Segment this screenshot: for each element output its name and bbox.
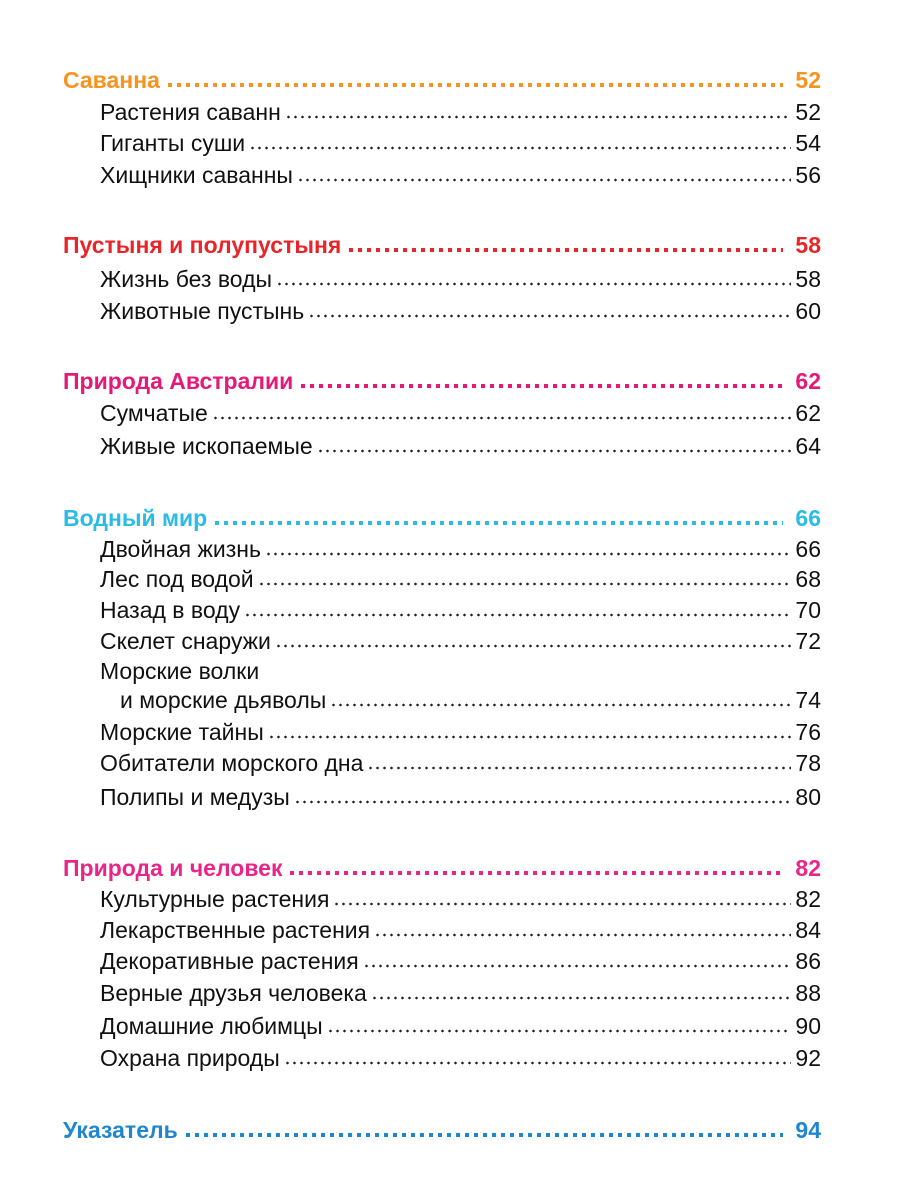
dot-leader	[275, 644, 792, 648]
dot-leader	[285, 115, 792, 119]
toc-section-heading[interactable]	[63, 230, 821, 260]
item-title: Растения саванн	[100, 99, 281, 125]
dot-leader	[215, 520, 783, 525]
dot-leader	[371, 996, 792, 1000]
section-title: Водный мир	[63, 505, 208, 531]
item-page-number: 56	[795, 162, 821, 188]
item-title: Живые ископаемые	[100, 433, 313, 459]
dot-leader	[186, 1132, 784, 1137]
dot-leader	[327, 1029, 792, 1033]
item-title: Верные друзья человека	[100, 980, 367, 1006]
toc-section-heading[interactable]	[63, 65, 821, 95]
toc-item[interactable]	[120, 685, 821, 715]
dot-leader	[258, 582, 792, 586]
item-title: Гиганты суши	[100, 130, 246, 156]
toc-item[interactable]	[100, 978, 821, 1008]
section-page-number: 62	[795, 368, 821, 394]
toc-item[interactable]	[100, 128, 821, 158]
section-title: Пустыня и полупустыня	[63, 232, 342, 258]
item-page-number: 82	[795, 886, 821, 912]
dot-leader	[276, 282, 791, 286]
item-title: Домашние любимцы	[100, 1013, 323, 1039]
toc-section-heading[interactable]	[63, 366, 821, 396]
section-page-number: 52	[795, 67, 821, 93]
toc-item[interactable]	[100, 296, 821, 326]
item-title: Морские волки	[100, 658, 260, 684]
item-page-number: 52	[795, 99, 821, 125]
item-title-continued: и морские дьяволы	[120, 687, 327, 713]
dot-leader	[297, 178, 791, 182]
toc-section-heading[interactable]	[63, 503, 821, 533]
item-page-number: 76	[795, 719, 821, 745]
dot-leader	[330, 703, 791, 707]
toc-section-heading[interactable]	[63, 1115, 821, 1145]
section-title: Саванна	[63, 67, 160, 93]
item-title: Животные пустынь	[100, 298, 305, 324]
dot-leader	[301, 383, 783, 388]
section-title: Природа и человек	[63, 855, 283, 881]
toc-item[interactable]	[100, 97, 821, 127]
item-page-number: 68	[795, 566, 821, 592]
toc-item[interactable]	[100, 1011, 821, 1041]
item-title: Культурные растения	[100, 886, 330, 912]
item-page-number: 62	[795, 400, 821, 426]
item-page-number: 66	[795, 536, 821, 562]
toc-item[interactable]	[100, 915, 821, 945]
dot-leader	[244, 613, 791, 617]
item-page-number: 86	[795, 948, 821, 974]
dot-leader	[317, 449, 792, 453]
item-page-number: 88	[795, 980, 821, 1006]
item-title: Лекарственные растения	[100, 917, 371, 943]
dot-leader	[249, 146, 791, 150]
dot-leader	[349, 247, 783, 252]
toc-item[interactable]	[100, 626, 821, 656]
item-page-number: 80	[795, 784, 821, 810]
toc-item[interactable]	[100, 884, 821, 914]
section-page-number: 58	[795, 232, 821, 258]
item-page-number: 64	[795, 433, 821, 459]
item-page-number: 60	[795, 298, 821, 324]
dot-leader	[333, 902, 791, 906]
dot-leader	[308, 314, 791, 318]
item-page-number: 70	[795, 597, 821, 623]
toc-item[interactable]	[100, 264, 821, 294]
toc-item[interactable]	[100, 160, 821, 190]
dot-leader	[290, 870, 783, 875]
item-page-number: 74	[795, 687, 821, 713]
dot-leader	[268, 735, 792, 739]
toc-item[interactable]	[100, 564, 821, 594]
toc-item[interactable]	[100, 1043, 821, 1073]
item-title: Хищники саванны	[100, 162, 293, 188]
dot-leader	[367, 766, 791, 770]
dot-leader	[168, 82, 784, 87]
item-title: Лес под водой	[100, 566, 254, 592]
toc-item[interactable]	[100, 534, 821, 564]
section-page-number: 94	[795, 1117, 821, 1143]
toc-section-heading[interactable]	[63, 853, 821, 883]
item-page-number: 54	[795, 130, 821, 156]
item-title: Декоративные растения	[100, 948, 359, 974]
section-title: Природа Австралии	[63, 368, 294, 394]
dot-leader	[212, 416, 792, 420]
toc-item[interactable]	[100, 717, 821, 747]
item-title: Скелет снаружи	[100, 628, 271, 654]
toc-item[interactable]	[100, 782, 821, 812]
item-title: Двойная жизнь	[100, 536, 261, 562]
item-page-number: 58	[795, 266, 821, 292]
toc-item[interactable]	[100, 431, 821, 461]
dot-leader	[265, 552, 791, 556]
dot-leader	[284, 1061, 792, 1065]
toc-item[interactable]	[100, 398, 821, 428]
section-page-number: 82	[795, 855, 821, 881]
toc-item[interactable]	[100, 946, 821, 976]
toc-item-first-line[interactable]	[100, 656, 821, 686]
item-page-number: 72	[795, 628, 821, 654]
dot-leader	[363, 964, 792, 968]
section-title: Указатель	[63, 1117, 178, 1143]
item-title: Обитатели морского дна	[100, 750, 364, 776]
item-page-number: 90	[795, 1013, 821, 1039]
item-title: Полипы и медузы	[100, 784, 290, 810]
toc-item[interactable]	[100, 595, 821, 625]
item-page-number: 78	[795, 750, 821, 776]
dot-leader	[294, 800, 792, 804]
item-title: Жизнь без воды	[100, 266, 273, 292]
item-page-number: 84	[795, 917, 821, 943]
dot-leader	[374, 933, 791, 937]
toc-item[interactable]	[100, 748, 821, 778]
item-title: Морские тайны	[100, 719, 264, 745]
item-page-number: 92	[795, 1045, 821, 1071]
section-page-number: 66	[795, 505, 821, 531]
item-title: Охрана природы	[100, 1045, 280, 1071]
item-title: Сумчатые	[100, 400, 208, 426]
item-title: Назад в воду	[100, 597, 241, 623]
